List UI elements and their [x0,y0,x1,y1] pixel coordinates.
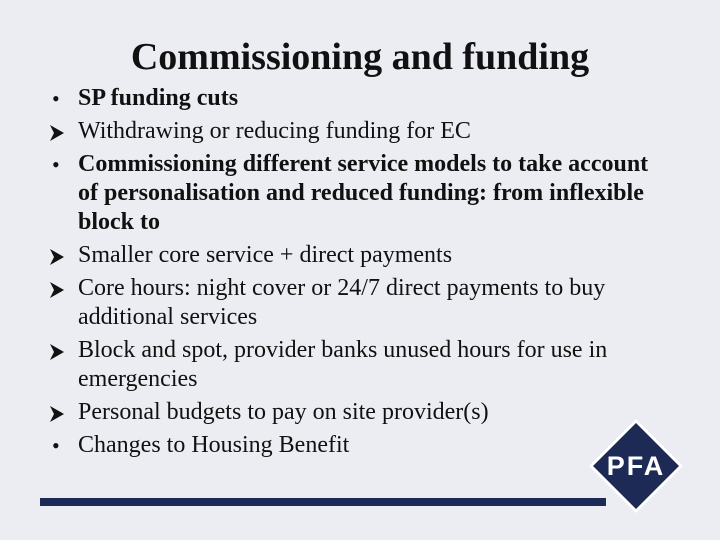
bullet-dot-icon [48,150,74,180]
footer-divider-bar [40,498,606,506]
slide-title: Commissioning and funding [130,36,590,78]
bullet-text: Smaller core service + direct payments [78,242,453,268]
bullet-item [48,431,668,460]
bullet-text: Withdrawing or reducing funding for EC [78,118,471,144]
bullet-dot-icon [48,431,74,461]
bullet-text: Core hours: night cover or 24/7 direct payments to buy additional services [78,275,606,330]
bullet-item [48,84,668,113]
bullet-text: Block and spot, provider banks unused hours for use in emergencies [78,337,608,392]
bullet-text: Commissioning different service models to take account of personalisation and reduced funding: from inflexible block to [78,151,649,235]
bullet-item [48,336,668,394]
bullet-text: Personal budgets to pay on site provider(s) [78,399,489,425]
bullet-text: Changes to Housing Benefit [78,432,350,458]
bullet-text: SP funding cuts [78,85,239,111]
bullet-item [48,150,668,237]
bullet-item [48,398,668,427]
bullet-item [48,274,668,332]
logo-text: PFA [606,451,666,481]
bullet-item [48,241,668,270]
bullet-list [48,84,668,464]
bullet-dot-icon [48,84,74,114]
bullet-item [48,117,668,146]
